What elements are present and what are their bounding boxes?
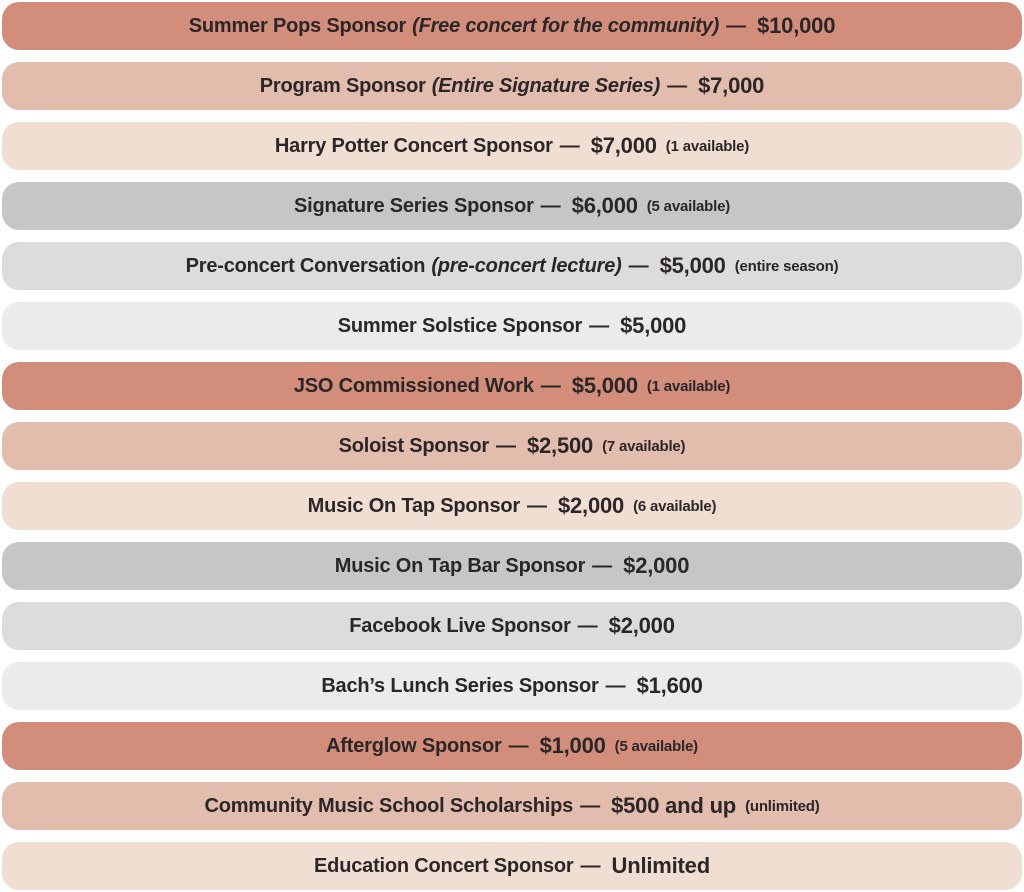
sponsor-availability-note: (5 available) — [646, 197, 731, 215]
sponsor-price: $5,000 — [620, 313, 687, 338]
sponsor-price: $1,000 — [539, 733, 606, 758]
sponsor-row — [2, 362, 1022, 410]
sponsor-title: Harry Potter Concert Sponsor — [274, 134, 553, 157]
sponsor-row — [2, 122, 1022, 170]
sponsor-availability-note: (5 available) — [614, 737, 698, 755]
dash-separator: — — [540, 374, 561, 397]
sponsor-subtitle: (Free concert for the community) — [412, 14, 720, 37]
sponsor-price: $2,000 — [608, 613, 675, 638]
sponsor-price: $5,000 — [571, 373, 638, 398]
sponsor-subtitle: (Entire Signature Series) — [431, 74, 661, 97]
sponsor-price: $7,000 — [698, 73, 765, 98]
sponsor-subtitle: (pre-concert lecture) — [431, 254, 622, 277]
sponsor-price: Unlimited — [611, 853, 710, 878]
dash-separator: — — [495, 434, 516, 457]
sponsor-title: Pre-concert Conversation — [185, 254, 426, 277]
sponsor-availability-note: (1 available) — [646, 377, 731, 395]
sponsor-row — [2, 62, 1022, 110]
sponsor-row — [2, 242, 1022, 290]
sponsor-price: $2,000 — [623, 553, 690, 578]
sponsor-price: $2,500 — [526, 433, 594, 458]
dash-separator: — — [580, 794, 601, 817]
sponsor-row — [2, 722, 1022, 770]
sponsor-row — [2, 182, 1022, 230]
sponsor-price: $2,000 — [557, 493, 625, 518]
dash-separator: — — [605, 674, 626, 697]
sponsor-title: Music On Tap Sponsor — [307, 494, 520, 517]
dash-separator: — — [577, 614, 598, 637]
sponsor-price: $1,600 — [636, 673, 703, 698]
sponsor-row — [2, 782, 1022, 830]
sponsor-row — [2, 662, 1022, 710]
sponsor-title: Program Sponsor — [259, 74, 426, 97]
sponsor-row — [2, 482, 1022, 530]
sponsor-title: Community Music School Scholarships — [204, 794, 574, 817]
sponsor-availability-note: (7 available) — [602, 437, 686, 455]
sponsor-title: Summer Pops Sponsor — [188, 14, 407, 37]
sponsor-title: Soloist Sponsor — [338, 434, 489, 457]
sponsor-row — [2, 602, 1022, 650]
sponsor-title: Music On Tap Bar Sponsor — [334, 554, 586, 577]
sponsor-row — [2, 842, 1022, 890]
sponsor-row — [2, 422, 1022, 470]
sponsor-title: Signature Series Sponsor — [293, 194, 534, 217]
dash-separator: — — [726, 14, 747, 37]
sponsor-price: $10,000 — [757, 13, 836, 38]
sponsor-row — [2, 2, 1022, 50]
sponsor-price: $500 and up — [611, 793, 737, 818]
sponsor-row — [2, 302, 1022, 350]
dash-separator: — — [540, 194, 561, 217]
dash-separator: — — [526, 494, 547, 517]
dash-separator: — — [667, 74, 688, 97]
sponsor-title: JSO Commissioned Work — [293, 374, 534, 397]
dash-separator: — — [628, 254, 649, 277]
sponsor-row — [2, 542, 1022, 590]
sponsor-title: Education Concert Sponsor — [314, 854, 574, 877]
sponsor-availability-note: (unlimited) — [745, 797, 820, 815]
sponsor-availability-note: (6 available) — [633, 497, 717, 515]
dash-separator: — — [580, 854, 601, 877]
sponsor-price: $7,000 — [590, 133, 657, 158]
sponsor-price: $5,000 — [659, 253, 726, 278]
sponsor-title: Bach’s Lunch Series Sponsor — [321, 674, 599, 697]
sponsor-price: $6,000 — [571, 193, 638, 218]
dash-separator: — — [589, 314, 610, 337]
sponsor-list — [0, 2, 1024, 890]
sponsor-title: Afterglow Sponsor — [326, 734, 502, 757]
sponsor-availability-note: (entire season) — [734, 257, 839, 275]
sponsor-availability-note: (1 available) — [665, 137, 750, 155]
dash-separator: — — [559, 134, 580, 157]
dash-separator: — — [592, 554, 613, 577]
sponsor-title: Facebook Live Sponsor — [349, 614, 571, 637]
dash-separator: — — [508, 734, 529, 757]
sponsor-title: Summer Solstice Sponsor — [337, 314, 583, 337]
